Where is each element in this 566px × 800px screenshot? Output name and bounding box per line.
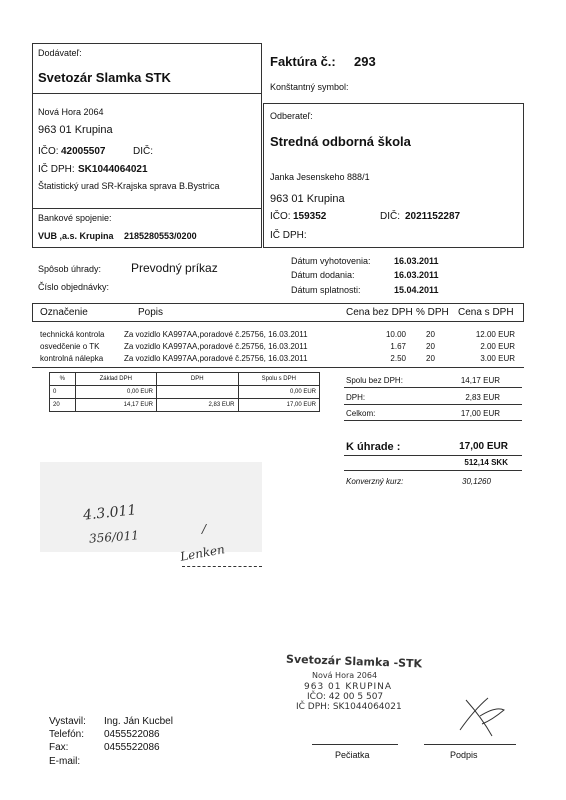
vat-cell-total: 17,00 EUR: [238, 399, 320, 412]
handwritten-tick: /: [202, 522, 207, 536]
item-total: 3.00 EUR: [480, 354, 515, 363]
net-value: 14,17 EUR: [460, 376, 500, 385]
item-mark: technická kontrola: [40, 330, 105, 339]
summary-rule: [344, 387, 522, 388]
customer-label: Odberateľ:: [270, 111, 313, 121]
amount-due-rule: [344, 470, 522, 471]
vat-cell-vat: [157, 386, 238, 399]
handwritten-signature: Lenken: [179, 542, 226, 564]
stamp-line-icdph: IČ DPH: SK1044064021: [296, 702, 402, 712]
delivery-date-label: Dátum dodania:: [291, 270, 355, 280]
signature-line: [424, 744, 516, 745]
invoice-number: 293: [354, 54, 376, 69]
vat-table-header: [50, 373, 320, 386]
summary-rule: [344, 420, 522, 421]
amount-due-eur: 17,00 EUR: [459, 441, 508, 452]
receipt-stamp-faded: [40, 462, 262, 552]
item-pct: 20: [426, 354, 435, 363]
items-header-pct: % DPH: [416, 307, 449, 318]
supplier-divider: [32, 93, 262, 94]
delivery-date: 16.03.2011: [394, 270, 439, 280]
net-label: Spolu bez DPH:: [346, 376, 403, 385]
fax-label: Fax:: [49, 742, 69, 753]
due-date-label: Dátum splatnosti:: [291, 285, 361, 295]
items-header-desc: Popis: [138, 307, 164, 318]
bank-divider: [32, 208, 262, 209]
item-total: 12.00 EUR: [475, 330, 515, 339]
stamp-line: [312, 744, 398, 745]
items-header-base: Cena bez DPH: [346, 307, 413, 318]
supplier-icdph: SK1044064021: [78, 164, 148, 175]
vat-header-total: Spolu s DPH: [238, 373, 320, 386]
customer-zip-city: 963 01 Krupina: [270, 193, 345, 205]
item-mark: osvedčenie o TK: [40, 342, 100, 351]
konst-symbol-label: Konštantný symbol:: [270, 82, 349, 92]
invoice-title: Faktúra č.:: [270, 54, 336, 69]
amount-due-rule: [344, 455, 522, 456]
phone-label: Telefón:: [49, 729, 85, 740]
vat-value: 2,83 EUR: [465, 393, 500, 402]
supplier-registry: Štatistický urad SR-Krajska sprava B.Bystrica: [38, 181, 220, 191]
items-header-mark: Označenie: [40, 307, 88, 318]
supplier-icdph-label: IČ DPH:: [38, 164, 75, 175]
supplier-zip-city: 963 01 Krupina: [38, 124, 113, 136]
handwritten-underline: [182, 566, 262, 567]
item-desc: Za vozidlo KA997AA,poradové č.25756, 16.03.2011: [124, 354, 308, 363]
item-base: 10.00: [385, 330, 406, 339]
item-base: 1.67: [390, 342, 406, 351]
stamp-line-name: Svetozár Slamka -STK: [285, 652, 423, 671]
payment-method-label: Spôsob úhrady:: [38, 264, 102, 274]
vat-cell-base: 0,00 EUR: [75, 386, 156, 399]
email-label: E-mail:: [49, 756, 81, 767]
summary-rule: [344, 404, 522, 405]
supplier-street: Nová Hora 2064: [38, 107, 104, 117]
issued-by-label: Vystavil:: [49, 716, 86, 727]
fax: 0455522086: [104, 742, 160, 753]
supplier-ico-label: IČO:: [38, 146, 59, 157]
conversion-rate: 30,1260: [462, 477, 491, 486]
vat-table-row: [50, 386, 320, 399]
vat-cell-vat: 2,83 EUR: [157, 399, 238, 412]
vat-table-row: [50, 399, 320, 412]
vat-cell-base: 14,17 EUR: [75, 399, 156, 412]
item-pct: 20: [426, 342, 435, 351]
amount-due-label: K úhrade :: [346, 441, 401, 453]
order-number-label: Číslo objednávky:: [38, 282, 110, 292]
vat-label: DPH:: [346, 393, 366, 402]
amount-due-skk: 512,14 SKK: [464, 458, 508, 467]
conversion-rate-label: Konverzný kurz:: [346, 477, 404, 486]
supplier-name: Svetozár Slamka STK: [38, 70, 171, 85]
issue-date: 16.03.2011: [394, 256, 439, 266]
phone: 0455522086: [104, 729, 160, 740]
vat-header-vat: DPH: [157, 373, 238, 386]
supplier-label: Dodávateľ:: [38, 48, 82, 58]
items-bottom-rule: [32, 367, 524, 368]
supplier-dic-label: DIČ:: [133, 146, 153, 157]
vat-table: [49, 372, 320, 412]
item-base: 2.50: [390, 354, 406, 363]
customer-ico: 159352: [293, 211, 327, 222]
item-desc: Za vozidlo KA997AA,poradové č.25756, 16.03.2011: [124, 342, 308, 351]
total-label: Celkom:: [346, 409, 376, 418]
issue-date-label: Dátum vyhotovenia:: [291, 256, 371, 266]
handwritten-reference: 356/011: [88, 528, 140, 546]
customer-name: Stredná odborná škola: [270, 134, 411, 149]
stamp-line-city: 963 01 KRUPINA: [304, 682, 393, 692]
item-total: 2.00 EUR: [480, 342, 515, 351]
due-date: 15.04.2011: [394, 285, 439, 295]
vat-cell-pct: 20: [50, 399, 76, 412]
vat-header-pct: %: [50, 373, 76, 386]
stamp-line-street: Nová Hora 2064: [312, 671, 378, 680]
items-header-total: Cena s DPH: [458, 307, 514, 318]
bank-name: VUB ,a.s. Krupina: [38, 231, 114, 241]
vat-header-base: Základ DPH: [75, 373, 156, 386]
customer-icdph-label: IČ DPH:: [270, 230, 307, 241]
handwritten-date: 4.3.011: [82, 502, 138, 524]
stamp-label: Pečiatka: [335, 750, 370, 760]
issued-by: Ing. Ján Kucbel: [104, 716, 173, 727]
vat-cell-total: 0,00 EUR: [238, 386, 320, 399]
total-value: 17,00 EUR: [460, 409, 500, 418]
customer-dic: 2021152287: [405, 211, 461, 222]
bank-label: Bankové spojenie:: [38, 213, 112, 223]
stamp-line-ico: IČO: 42 00 5 507: [307, 692, 384, 702]
signature-scribble: [452, 690, 512, 740]
bank-account: 2185280553/0200: [124, 231, 197, 241]
payment-method: Prevodný príkaz: [131, 261, 218, 275]
customer-dic-label: DIČ:: [380, 211, 400, 222]
vat-cell-pct: 0: [50, 386, 76, 399]
customer-street: Janka Jesenskeho 888/1: [270, 172, 370, 182]
item-mark: kontrolná nálepka: [40, 354, 104, 363]
item-pct: 20: [426, 330, 435, 339]
customer-ico-label: IČO:: [270, 211, 291, 222]
supplier-ico: 42005507: [61, 146, 106, 157]
items-header-box: [32, 303, 524, 322]
item-desc: Za vozidlo KA997AA,poradové č.25756, 16.03.2011: [124, 330, 308, 339]
signature-label: Podpis: [450, 750, 478, 760]
